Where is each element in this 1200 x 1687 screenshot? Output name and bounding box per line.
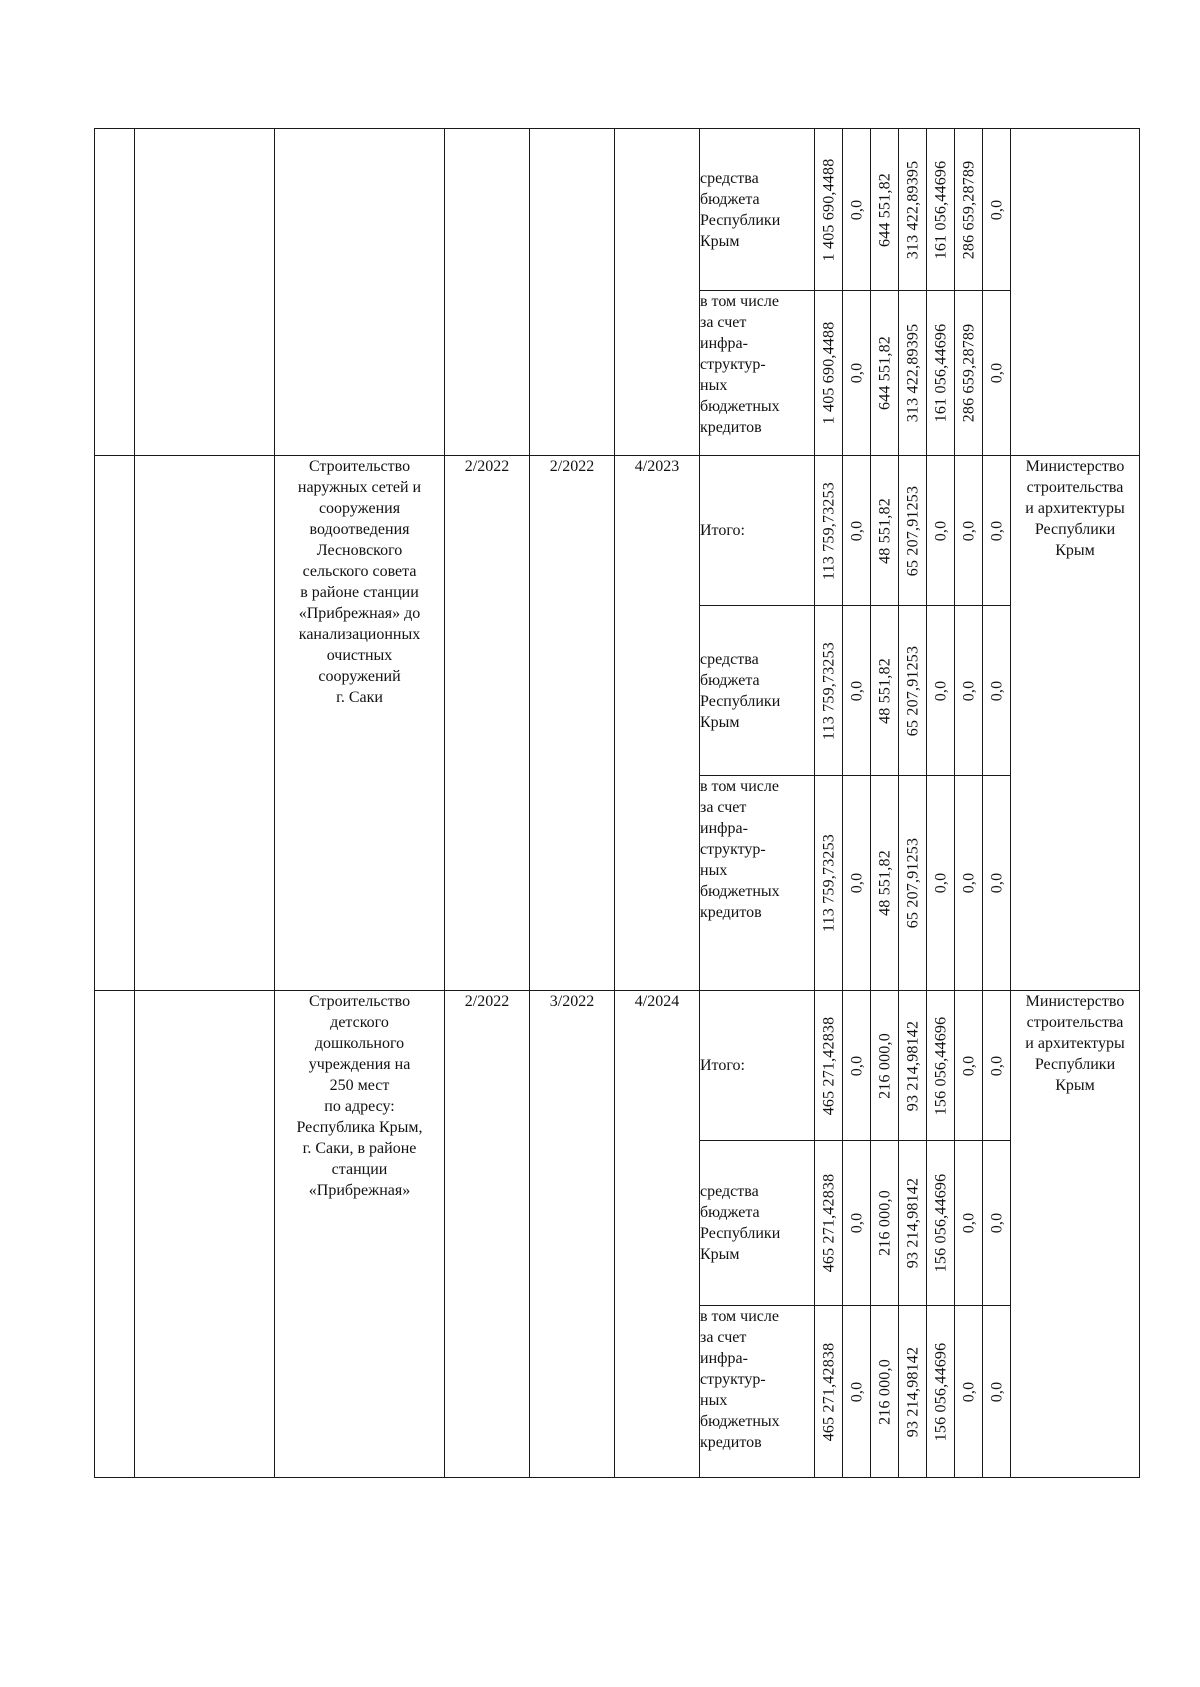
cell-program bbox=[135, 456, 275, 991]
amount-cell: 156 056,44696 bbox=[927, 1141, 955, 1306]
amount-cell: 113 759,73253 bbox=[815, 606, 843, 776]
amount-cell: 0,0 bbox=[955, 991, 983, 1141]
funding-source: средства бюджета Республики Крым bbox=[700, 606, 815, 776]
amount-cell: 0,0 bbox=[983, 1306, 1011, 1478]
amount-cell: 48 551,82 bbox=[871, 456, 899, 606]
funding-source: Итого: bbox=[700, 991, 815, 1141]
executor: Министерство строительства и архитектуры Республики Крым bbox=[1011, 991, 1140, 1478]
amount-cell: 216 000,0 bbox=[871, 1306, 899, 1478]
amount-cell: 0,0 bbox=[983, 291, 1011, 456]
table-row bbox=[95, 991, 1140, 1141]
amount-cell: 0,0 bbox=[843, 291, 871, 456]
amount-cell: 0,0 bbox=[955, 776, 983, 991]
end-date: 4/2024 bbox=[615, 991, 700, 1478]
cell-program bbox=[135, 991, 275, 1478]
amount-cell: 65 207,91253 bbox=[899, 606, 927, 776]
amount-cell: 286 659,28789 bbox=[955, 129, 983, 291]
funding-source: в том числе за счет инфра- структур- ных бюджетных кредитов bbox=[700, 776, 815, 991]
amount-cell: 465 271,42838 bbox=[815, 1306, 843, 1478]
cell-date bbox=[615, 129, 700, 456]
amount-cell: 93 214,98142 bbox=[899, 1141, 927, 1306]
funding-source: в том числе за счет инфра- структур- ных бюджетных кредитов bbox=[700, 1306, 815, 1478]
amount-cell: 465 271,42838 bbox=[815, 1141, 843, 1306]
executor: Министерство строительства и архитектуры Республики Крым bbox=[1011, 456, 1140, 991]
table-row bbox=[95, 456, 1140, 606]
amount-cell: 156 056,44696 bbox=[927, 1306, 955, 1478]
amount-cell: 0,0 bbox=[927, 606, 955, 776]
amount-cell: 0,0 bbox=[983, 456, 1011, 606]
table-row bbox=[95, 129, 1140, 291]
amount-cell: 0,0 bbox=[843, 129, 871, 291]
cell-program bbox=[135, 129, 275, 456]
financing-table bbox=[94, 128, 1140, 1478]
amount-cell: 93 214,98142 bbox=[899, 991, 927, 1141]
cell-index bbox=[95, 991, 135, 1478]
amount-cell: 0,0 bbox=[927, 776, 955, 991]
cell-date bbox=[530, 129, 615, 456]
amount-cell: 0,0 bbox=[927, 456, 955, 606]
date-2: 3/2022 bbox=[530, 991, 615, 1478]
amount-cell: 0,0 bbox=[843, 606, 871, 776]
amount-cell: 313 422,89395 bbox=[899, 129, 927, 291]
amount-cell: 0,0 bbox=[843, 776, 871, 991]
amount-cell: 644 551,82 bbox=[871, 291, 899, 456]
amount-cell: 0,0 bbox=[843, 1141, 871, 1306]
amount-cell: 465 271,42838 bbox=[815, 991, 843, 1141]
amount-cell: 0,0 bbox=[843, 1306, 871, 1478]
date-2: 2/2022 bbox=[530, 456, 615, 991]
object-name: Строительство наружных сетей и сооружения водоотведения Лесновского сельского совета в районе станции «Прибрежная» до канализационных очистных сооружений г. Саки bbox=[275, 456, 445, 991]
amount-cell: 0,0 bbox=[983, 776, 1011, 991]
amount-cell: 161 056,44696 bbox=[927, 129, 955, 291]
start-date: 2/2022 bbox=[445, 456, 530, 991]
amount-cell: 93 214,98142 bbox=[899, 1306, 927, 1478]
amount-cell: 1 405 690,4488 bbox=[815, 291, 843, 456]
amount-cell: 1 405 690,4488 bbox=[815, 129, 843, 291]
funding-source: средства бюджета Республики Крым bbox=[700, 1141, 815, 1306]
amount-cell: 48 551,82 bbox=[871, 776, 899, 991]
cell-index bbox=[95, 456, 135, 991]
amount-cell: 113 759,73253 bbox=[815, 776, 843, 991]
end-date: 4/2023 bbox=[615, 456, 700, 991]
amount-cell: 0,0 bbox=[843, 456, 871, 606]
amount-cell: 313 422,89395 bbox=[899, 291, 927, 456]
amount-cell: 216 000,0 bbox=[871, 991, 899, 1141]
amount-cell: 216 000,0 bbox=[871, 1141, 899, 1306]
object-name: Строительство детского дошкольного учреждения на 250 мест по адресу: Республика Крым, г. Саки, в районе станции «Прибрежная» bbox=[275, 991, 445, 1478]
funding-source: средства бюджета Республики Крым bbox=[700, 129, 815, 291]
cell-index bbox=[95, 129, 135, 456]
amount-cell: 0,0 bbox=[983, 1141, 1011, 1306]
amount-cell: 65 207,91253 bbox=[899, 776, 927, 991]
start-date: 2/2022 bbox=[445, 991, 530, 1478]
amount-cell: 161 056,44696 bbox=[927, 291, 955, 456]
funding-source: в том числе за счет инфра- структур- ных бюджетных кредитов bbox=[700, 291, 815, 456]
amount-cell: 0,0 bbox=[955, 456, 983, 606]
cell-object bbox=[275, 129, 445, 456]
amount-cell: 0,0 bbox=[983, 129, 1011, 291]
amount-cell: 0,0 bbox=[955, 1141, 983, 1306]
amount-cell: 156 056,44696 bbox=[927, 991, 955, 1141]
cell-executor bbox=[1011, 129, 1140, 456]
amount-cell: 113 759,73253 bbox=[815, 456, 843, 606]
amount-cell: 0,0 bbox=[983, 991, 1011, 1141]
amount-cell: 48 551,82 bbox=[871, 606, 899, 776]
cell-date bbox=[445, 129, 530, 456]
amount-cell: 0,0 bbox=[955, 606, 983, 776]
amount-cell: 0,0 bbox=[955, 1306, 983, 1478]
amount-cell: 65 207,91253 bbox=[899, 456, 927, 606]
amount-cell: 644 551,82 bbox=[871, 129, 899, 291]
amount-cell: 0,0 bbox=[983, 606, 1011, 776]
amount-cell: 286 659,28789 bbox=[955, 291, 983, 456]
amount-cell: 0,0 bbox=[843, 991, 871, 1141]
funding-source: Итого: bbox=[700, 456, 815, 606]
